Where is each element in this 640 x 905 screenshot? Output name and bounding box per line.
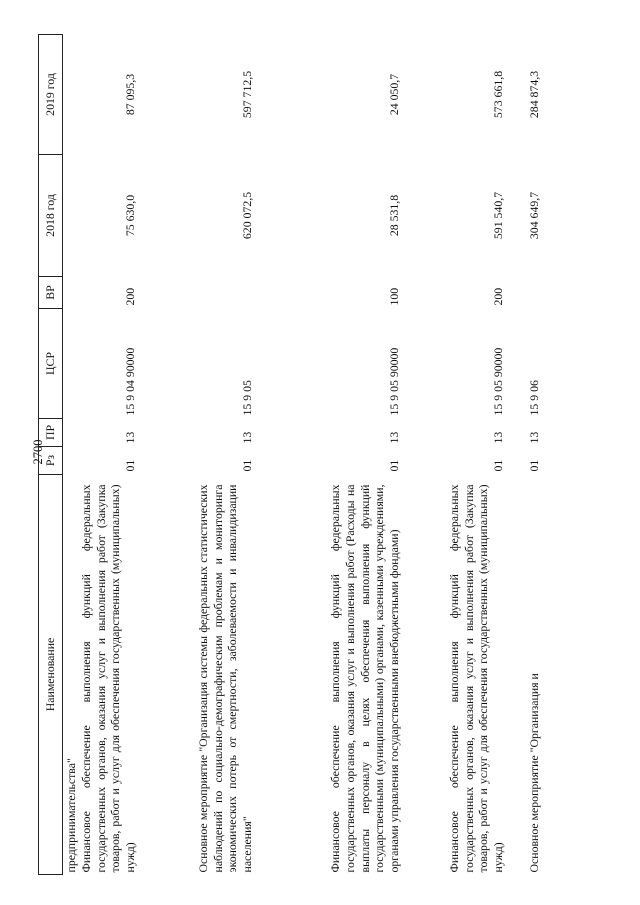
row-2019: [63, 35, 79, 155]
table-header-row: [39, 35, 63, 875]
row-2019: 87 095,3: [123, 73, 138, 116]
table-row: [402, 35, 506, 875]
row-2018: 620 072,5: [240, 191, 255, 240]
row-vr: [63, 277, 79, 309]
row-2018: 304 649,7: [527, 191, 542, 240]
row-2019: 597 712,5: [240, 70, 255, 119]
header-csr: ЦСР: [39, 309, 63, 419]
budget-table: [38, 34, 542, 875]
rotated-page-content: [38, 35, 602, 875]
row-name: Основное мероприятие "Организация системы федеральных статистических наблюдений по социально-демографическим проблемам и мониторинга экономических потерь от смертности, заболеваемости и инвалидизации населения": [195, 484, 255, 873]
row-2019: 24 050,7: [387, 73, 402, 116]
row-vr: 200: [491, 287, 506, 306]
row-2018: [63, 155, 79, 277]
row-2019: 284 874,3: [527, 70, 542, 119]
header-2018: 2018 год: [39, 155, 63, 277]
row-pr: [63, 419, 79, 447]
header-pr: ПР: [39, 419, 63, 447]
row-pr: 13: [527, 431, 542, 444]
row-vr: [138, 277, 255, 309]
row-pr: 13: [491, 431, 506, 444]
row-name: предпринимательства": [64, 758, 78, 873]
header-vr: ВР: [39, 277, 63, 309]
row-name: Основное мероприятие "Организация и: [527, 673, 542, 873]
table-row: [63, 35, 79, 875]
row-2019: 573 661,8: [491, 70, 506, 119]
row-rz: 01: [491, 459, 506, 472]
row-2018: 28 531,8: [387, 194, 402, 237]
row-rz: 01: [387, 459, 402, 472]
row-rz: 01: [527, 459, 542, 472]
table-row: [255, 35, 402, 875]
row-rz: [63, 447, 79, 475]
table-row: [138, 35, 255, 875]
row-vr: 100: [387, 287, 402, 306]
row-csr: [63, 309, 79, 419]
row-name: Финансовое обеспечение выполнения функций федеральных государственных органов, оказания услуг и выполнения работ (Закупка товаров, работ и услуг для обеспечения государственных (муниципальных) нужд): [446, 484, 506, 873]
row-pr: 13: [387, 431, 402, 444]
table-row: [506, 35, 542, 875]
header-name: Наименование: [39, 475, 63, 875]
row-name: Финансовое обеспечение выполнения функций федеральных государственных органов, оказания услуг и выполнения работ (Закупка товаров, работ и услуг для обеспечения государственных (муниципальных) нужд): [78, 484, 138, 873]
row-csr: 15 9 05 90000: [387, 347, 402, 416]
table-row: [79, 35, 138, 875]
row-vr: [506, 277, 542, 309]
row-csr: 15 9 06: [527, 380, 542, 416]
row-2018: 591 540,7: [491, 191, 506, 240]
row-pr: 13: [123, 431, 138, 444]
row-name: Финансовое обеспечение выполнения функций федеральных государственных органов, оказания услуг и выполнения работ (Расходы на выплаты персоналу в целях обеспечения выполнения функций государственными (муниципальными) органами, казенными учреждениями, органами управления государственными внебюджетными фондами): [328, 484, 402, 873]
row-vr: 200: [123, 287, 138, 306]
row-pr: 13: [240, 431, 255, 444]
row-rz: 01: [240, 459, 255, 472]
header-2019: 2019 год: [39, 35, 63, 155]
row-2018: 75 630,0: [123, 194, 138, 237]
row-csr: 15 9 05 90000: [491, 347, 506, 416]
header-rz: Рз: [39, 447, 63, 475]
row-rz: 01: [123, 459, 138, 472]
page-number: 2700: [31, 439, 45, 465]
row-csr: 15 9 04 90000: [123, 347, 138, 416]
row-csr: 15 9 05: [240, 380, 255, 416]
